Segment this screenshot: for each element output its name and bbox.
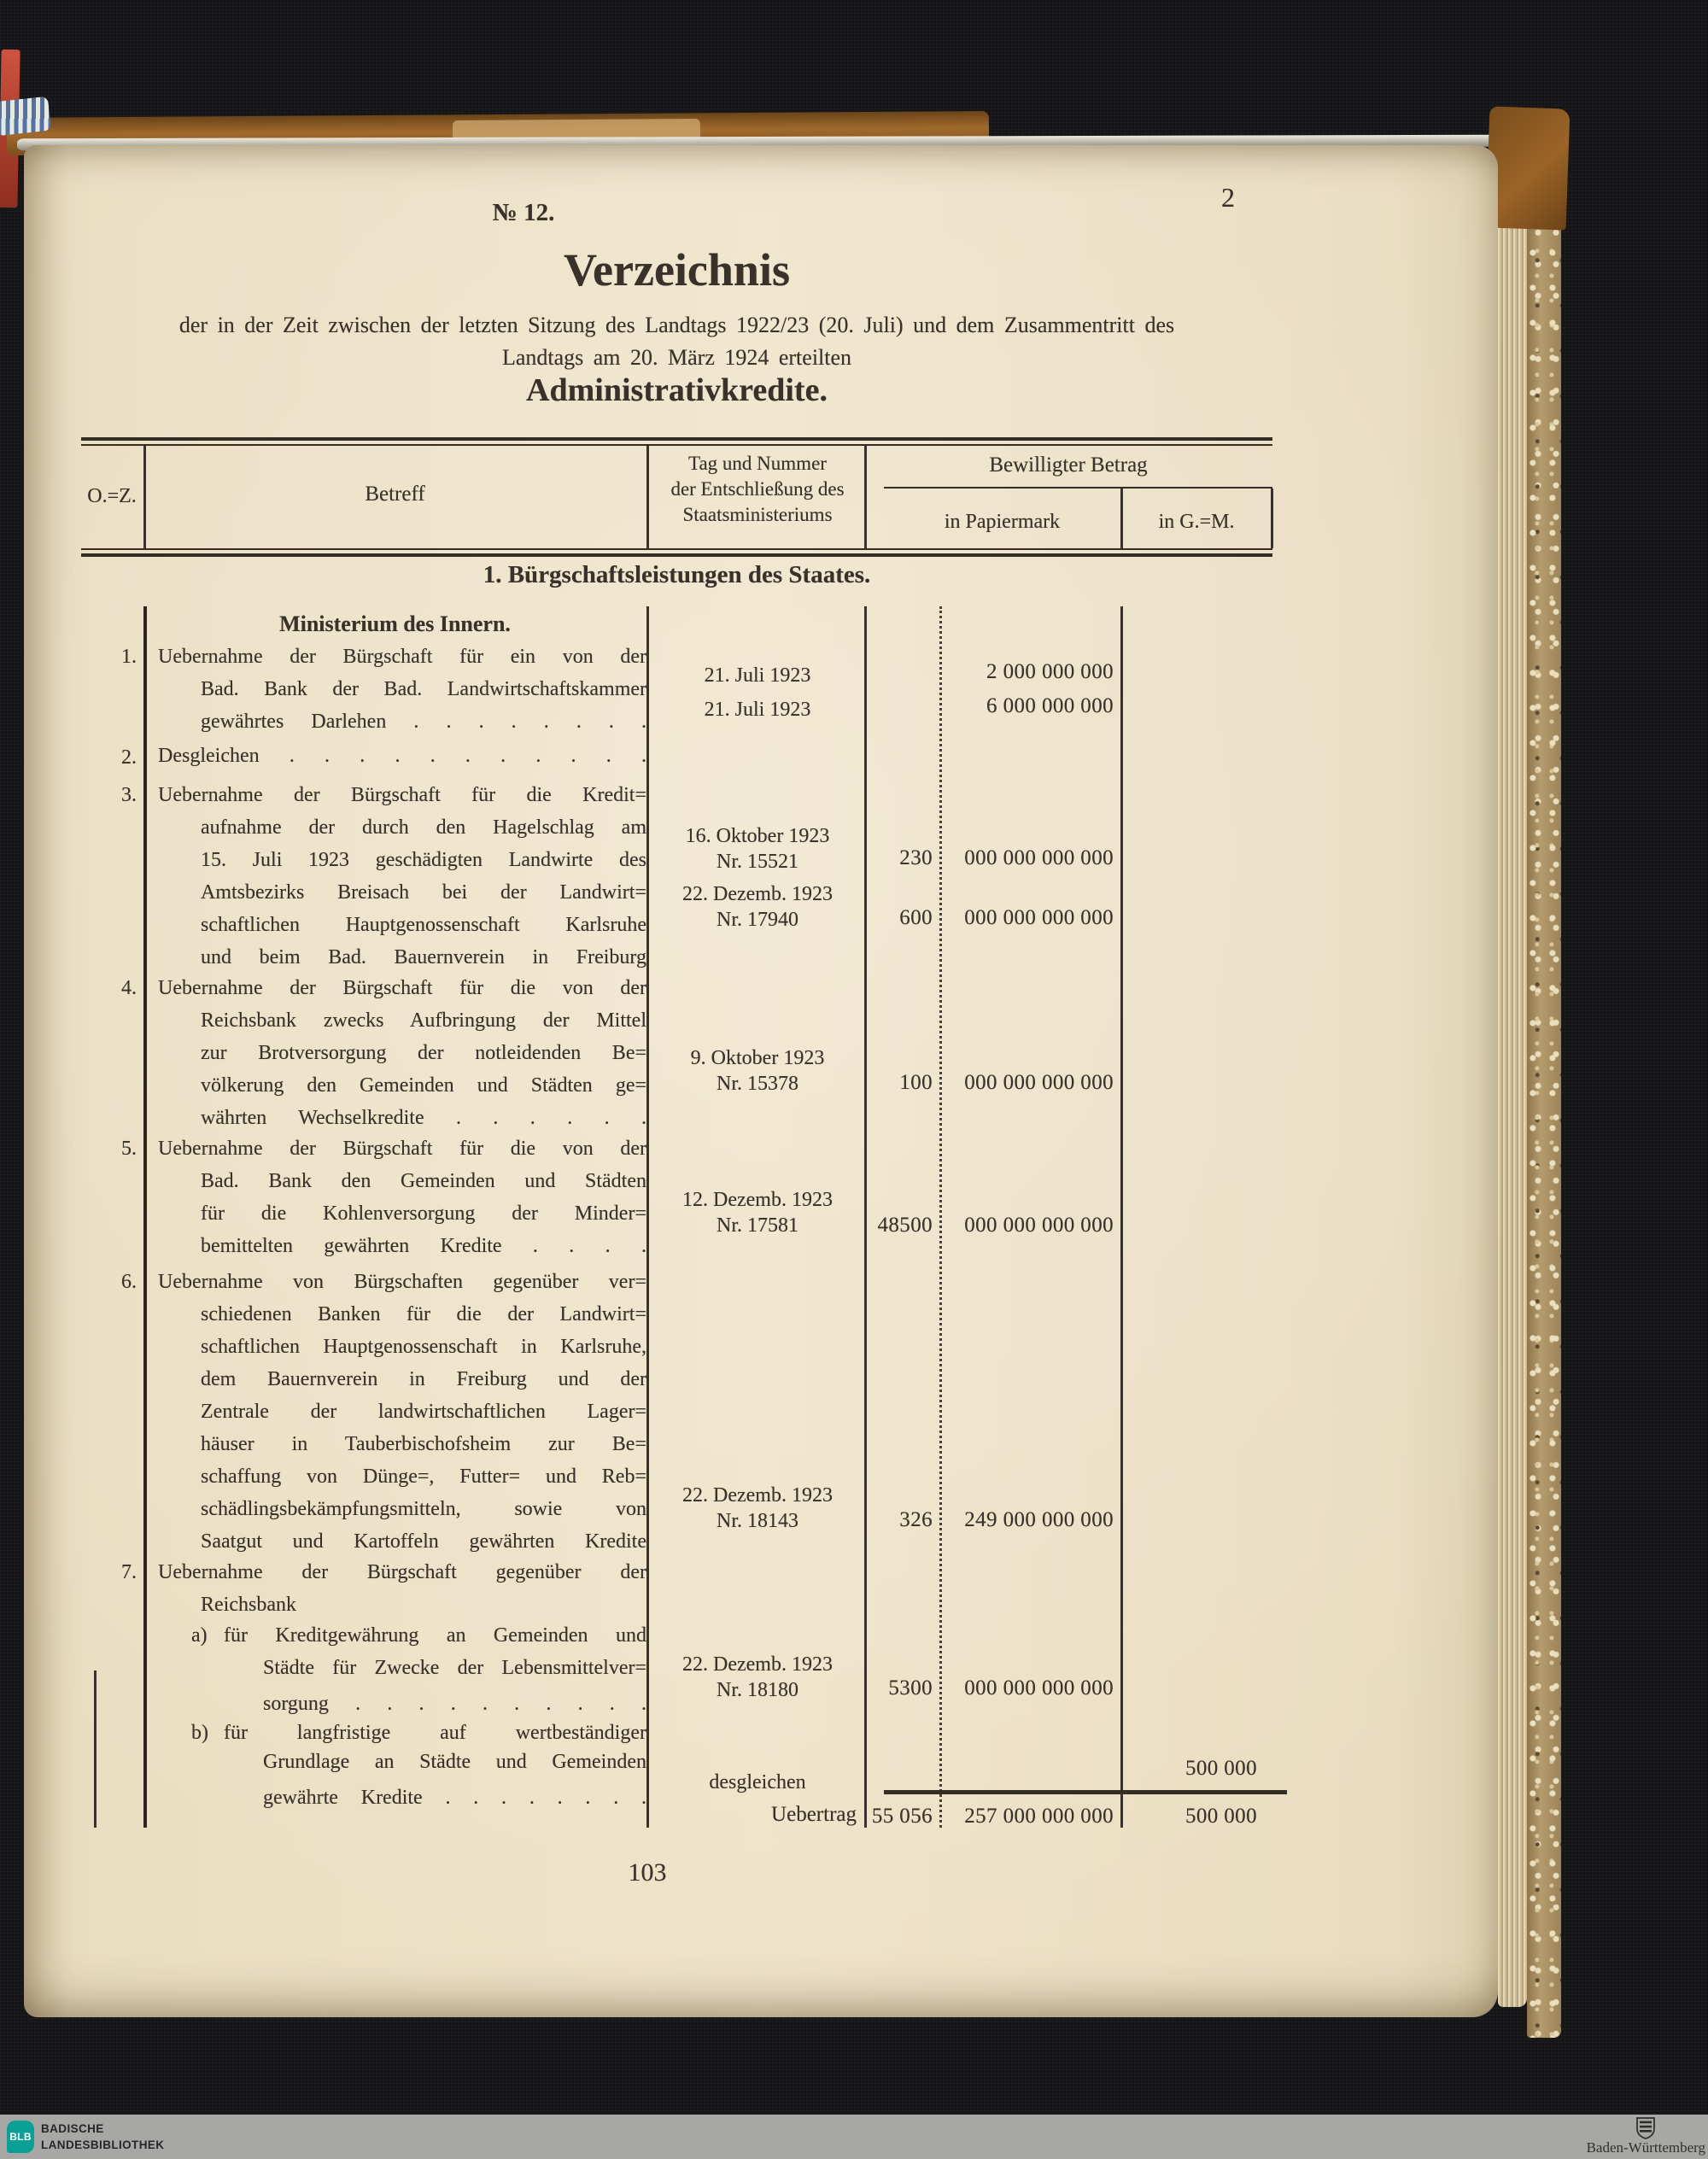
amount-papiermark-low: 000 000 000 000 (964, 1214, 1114, 1237)
amount-papiermark-high: 230 (899, 846, 933, 869)
doc-subtitle-line2: Landtags am 20. März 1924 erteilten (501, 345, 852, 370)
total-papiermark-high: 55 056 (871, 1805, 933, 1828)
entry-date: 22. Dezemb. 1923 (682, 1653, 833, 1676)
state-name: Baden-Württemberg (1586, 2139, 1705, 2156)
entry-date: Nr. 15521 (717, 851, 798, 873)
row-number: 6. (121, 1271, 137, 1293)
betreff-line: Städte für Zwecke der Lebensmittelver= (263, 1657, 646, 1679)
entry-date: Nr. 17940 (717, 909, 798, 931)
betreff-line: Reichsbank (201, 1594, 296, 1616)
betreff-line: Uebernahme von Bürgschaften gegenüber ver= (158, 1271, 646, 1293)
library-name (41, 2121, 164, 2153)
betreff-line: schaffung von Dünge=, Futter= und Reb= (201, 1466, 646, 1488)
betreff-line: häuser in Tauberbischofsheim zur Be= (201, 1433, 646, 1455)
rule-head-bottom-thin (81, 548, 1272, 550)
betreff-line: dem Bauernverein in Freiburg und der (201, 1368, 646, 1390)
betreff-line: Zentrale der landwirtschaftlichen Lager= (201, 1401, 646, 1423)
library-name-line1: BADISCHE (41, 2122, 104, 2135)
betreff-line: Amtsbezirks Breisach bei der Landwirt= (201, 881, 646, 904)
blb-logo-badge (7, 2121, 34, 2153)
body-divider-thousands-dotted (939, 606, 942, 1828)
ministry-heading: Ministerium des Innern. (279, 611, 511, 636)
col-header-date-line1: Tag und Nummer (688, 453, 827, 474)
sub-item-label: b) (191, 1722, 208, 1744)
entry-date: 22. Dezemb. 1923 (682, 1484, 833, 1507)
library-footer-bar (0, 2115, 1708, 2159)
total-label: Uebertrag (771, 1803, 857, 1826)
betreff-line: Desgleichen . . . . . . . . . . . (158, 745, 646, 767)
amount-papiermark-high: 5300 (888, 1676, 933, 1700)
amount-papiermark-high: 48500 (877, 1214, 933, 1237)
betreff-line: sorgung . . . . . . . . . . (263, 1693, 646, 1715)
amount-gm: 500 000 (1184, 1757, 1257, 1780)
betreff-line: zur Brotversorgung der notleidenden Be= (201, 1042, 646, 1064)
betreff-line: für Kreditgewährung an Gemeinden und (224, 1624, 646, 1647)
marbled-cover-edge (1527, 143, 1561, 2038)
rule-amount-subhead (884, 487, 1272, 489)
sub-item-label: a) (191, 1624, 208, 1647)
betreff-line: gewährte Kredite . . . . . . . . (263, 1787, 646, 1809)
rule-head-top-thick (81, 437, 1272, 441)
betreff-line: schaftlichen Hauptgenossenschaft Karlsruhe (201, 914, 646, 936)
entry-date: 12. Dezemb. 1923 (682, 1189, 833, 1211)
amount-papiermark-low: 000 000 000 000 (964, 1071, 1114, 1094)
betreff-line: aufnahme der durch den Hagelschlag am (201, 816, 646, 839)
amount-papiermark-high: 100 (899, 1071, 933, 1094)
entry-date: Nr. 15378 (717, 1073, 798, 1095)
entry-date: 21. Juli 1923 (704, 699, 811, 721)
betreff-line: Uebernahme der Bürgschaft für die von der (158, 1138, 646, 1160)
library-name-line2: LANDESBIBLIOTHEK (41, 2139, 165, 2151)
entry-date: Nr. 18143 (717, 1510, 798, 1532)
amount-papiermark-low: 000 000 000 000 (964, 906, 1114, 929)
row-number: 7. (121, 1561, 137, 1583)
betreff-line: 15. Juli 1923 geschädigten Landwirte des (201, 849, 646, 871)
betreff-line: völkerung den Gemeinden und Städten ge= (201, 1074, 646, 1097)
amount-papiermark-low: 6 000 000 000 (986, 694, 1114, 717)
col-header-betreff: Betreff (365, 483, 425, 506)
betreff-line: Reichsbank zwecks Aufbringung der Mittel (201, 1009, 646, 1032)
amount-papiermark-low: 000 000 000 000 (964, 846, 1114, 869)
col-header-amount: Bewilligter Betrag (989, 453, 1148, 477)
doc-title: Verzeichnis (564, 244, 790, 295)
body-left-edge-partial (94, 1670, 97, 1828)
doc-subtitle-line1: der in der Zeit zwischen der letzten Sitzung des Landtags 1922/23 (20. Juli) und dem Zusammentritt des (178, 313, 1175, 337)
body-divider-papiermark-gm (1120, 606, 1123, 1828)
page-corner-number: 2 (1221, 182, 1235, 213)
betreff-line: für die Kohlenversorgung der Minder= (201, 1202, 646, 1225)
page-number: 103 (628, 1858, 667, 1887)
amount-papiermark-high: 600 (899, 906, 933, 929)
body-divider-oz (143, 606, 147, 1828)
rule-head-top-thin (81, 444, 1272, 446)
entry-date: 9. Oktober 1923 (690, 1047, 825, 1069)
doc-number: № 12. (492, 199, 555, 226)
betreff-line: Uebernahme der Bürgschaft für ein von der (158, 646, 646, 668)
page-block-right-edge (1498, 171, 1527, 2007)
amount-papiermark-high: 326 (899, 1508, 933, 1531)
betreff-line: schädlingsbekämpfungsmitteln, sowie von (201, 1498, 646, 1520)
betreff-line: Saatgut und Kartoffeln gewährten Kredite (201, 1530, 646, 1553)
entry-date: Nr. 17581 (717, 1214, 798, 1237)
bw-coat-of-arms-icon (1635, 2117, 1656, 2139)
entry-date: 22. Dezemb. 1923 (682, 883, 833, 905)
betreff-line: Bad. Bank den Gemeinden und Städten (201, 1170, 646, 1192)
headband-stripes (0, 97, 51, 136)
row-number: 4. (121, 977, 137, 999)
amount-papiermark-low: 000 000 000 000 (964, 1676, 1114, 1700)
total-papiermark-low: 257 000 000 000 (964, 1805, 1114, 1828)
betreff-line: gewährtes Darlehen . . . . . . . . (201, 711, 646, 733)
betreff-line: Uebernahme der Bürgschaft gegenüber der (158, 1561, 646, 1583)
col-header-papiermark: in Papiermark (944, 511, 1061, 533)
doc-heading: Administrativkredite. (526, 372, 828, 408)
row-number: 2. (121, 746, 137, 769)
betreff-line: Grundlage an Städte und Gemeinden (263, 1751, 646, 1773)
betreff-line: für langfristige auf wertbeständiger (224, 1722, 646, 1744)
rule-total (884, 1790, 1287, 1794)
amount-papiermark-low: 2 000 000 000 (986, 660, 1114, 683)
col-header-oz: O.=Z. (87, 485, 137, 507)
state-logo-group (1587, 2117, 1705, 2156)
entry-date: Nr. 18180 (717, 1679, 798, 1701)
col-header-date-line3: Staatsministeriums (682, 504, 833, 525)
amount-papiermark-low: 249 000 000 000 (964, 1508, 1114, 1531)
entry-date: desgleichen (709, 1771, 806, 1793)
betreff-line: Uebernahme der Bürgschaft für die von der (158, 977, 646, 999)
betreff-line: bemittelten gewährten Kredite . . . . (201, 1235, 646, 1257)
betreff-line: Uebernahme der Bürgschaft für die Kredit= (158, 784, 646, 806)
betreff-line: schaftlichen Hauptgenossenschaft in Karlsruhe, (201, 1336, 646, 1358)
blb-logo-text: BLB (9, 2131, 32, 2143)
document-page (24, 145, 1498, 2017)
row-number: 1. (121, 646, 137, 668)
entry-date: 21. Juli 1923 (704, 664, 811, 687)
head-divider-betreff (646, 446, 649, 548)
section-heading: 1. Bürgschaftsleistungen des Staates. (483, 561, 871, 588)
col-header-gm: in G.=M. (1158, 511, 1235, 533)
row-number: 3. (121, 784, 137, 806)
betreff-line: Bad. Bank der Bad. Landwirtschaftskammer (201, 678, 646, 700)
rule-head-bottom-thick (81, 553, 1272, 557)
betreff-line: und beim Bad. Bauernverein in Freiburg (201, 946, 646, 968)
betreff-line: währten Wechselkredite . . . . . . (201, 1107, 646, 1129)
cover-corner-leather (1486, 106, 1571, 230)
total-gm: 500 000 (1184, 1805, 1257, 1828)
entry-date: 16. Oktober 1923 (685, 825, 830, 847)
body-divider-betreff (646, 606, 649, 1828)
col-header-date-line2: der Entschließung des (670, 478, 845, 500)
row-number: 5. (121, 1138, 137, 1160)
betreff-line: schiedenen Banken für die der Landwirt= (201, 1303, 646, 1325)
